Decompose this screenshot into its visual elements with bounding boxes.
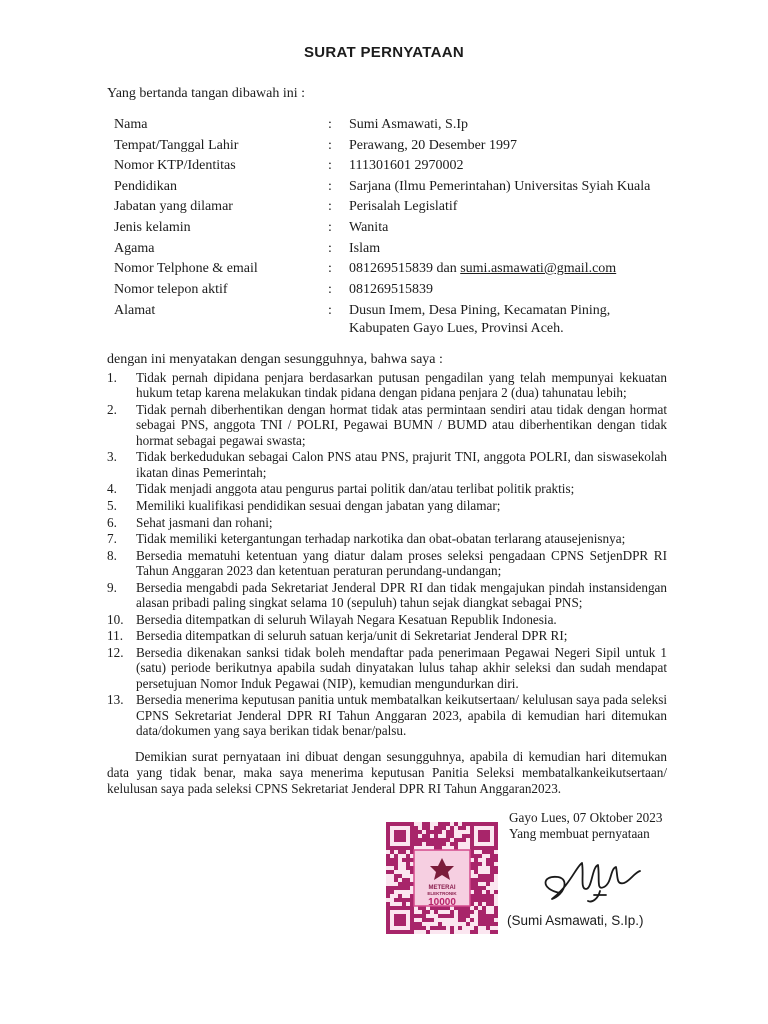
list-text: Bersedia dikenakan sanksi tidak boleh mendaftar pada penerimaan Pegawai Negeri Sipil untuk 1 (satu) periode berikutnya apabila sudah dinyatakan lulus tahap akhir seleksi dan sudah mendapat persetujuan Nomor Induk Pegawai (NIP), kemudian mengundurkan diri.: [136, 644, 667, 691]
list-number: 11.: [107, 628, 123, 644]
info-value: Islam: [349, 240, 381, 256]
info-colon: :: [328, 261, 332, 277]
list-item: [107, 402, 667, 448]
sign-role: Yang membuat pernyataan: [509, 826, 650, 841]
document-title: SURAT PERNYATAAN: [303, 44, 465, 61]
intro-text: Yang bertanda tangan dibawah ini :: [107, 86, 306, 101]
stamp-value: 10000: [428, 897, 456, 908]
list-item: [107, 692, 667, 738]
info-colon: :: [328, 240, 332, 256]
list-number: 6.: [107, 514, 117, 530]
stamp-label-1: METERAI: [428, 885, 456, 891]
list-text: Tidak menjadi anggota atau pengurus partai politik dan/atau terlibat politik praktis;: [136, 481, 575, 497]
info-colon: :: [328, 219, 332, 235]
list-text: Tidak memiliki ketergantungan terhadap narkotika dan obat-obatan terlarang atausejenisnya;: [136, 531, 626, 547]
meterai-stamp-icon: [386, 822, 498, 934]
info-colon: :: [328, 303, 332, 319]
personal-info-table: [114, 115, 674, 338]
info-value: [349, 259, 674, 280]
info-value: 081269515839: [349, 281, 433, 297]
info-label: Alamat: [114, 303, 156, 319]
info-value: Sumi Asmawati, S.Ip: [349, 117, 469, 132]
list-number: 13.: [107, 692, 124, 708]
info-value: Wanita: [349, 219, 389, 235]
info-label: Jabatan yang dilamar: [114, 199, 233, 215]
info-label: Nomor KTP/Identitas: [114, 158, 236, 174]
info-row-id: [114, 156, 674, 177]
list-text: Memiliki kualifikasi pendidikan sesuai dengan jabatan yang dilamar;: [136, 498, 501, 513]
info-value: Perisalah Legislatif: [349, 199, 458, 215]
info-label: Pendidikan: [114, 178, 177, 194]
sign-place-date: Gayo Lues, 07 Oktober 2023: [509, 810, 663, 825]
info-colon: :: [328, 199, 332, 215]
list-item: [107, 580, 667, 611]
info-colon: :: [328, 137, 332, 153]
info-colon: :: [328, 117, 332, 132]
list-number: 1.: [107, 370, 117, 385]
list-number: 12.: [107, 644, 124, 660]
info-colon: :: [328, 281, 332, 297]
info-row-birth: [114, 136, 674, 157]
address-line-1: Dusun Imem, Desa Pining, Kecamatan Pining,: [349, 303, 611, 319]
list-number: 9.: [107, 579, 117, 595]
info-label: Tempat/Tanggal Lahir: [114, 137, 239, 153]
list-item: [107, 645, 667, 691]
list-text: Bersedia mengabdi pada Sekretariat Jenderal DPR RI dan tidak mengajukan pindah instansidengan alasan pribadi paling singkat selama 10 (sepuluh) tahun sejak diangkat sebagai PNS;: [136, 579, 667, 611]
list-item: [107, 612, 667, 627]
statement-list: [107, 370, 667, 740]
address-value: [349, 302, 674, 338]
list-item: [107, 628, 667, 643]
info-label: Agama: [114, 240, 155, 256]
sign-name: (Sumi Asmawati, S.Ip.): [507, 913, 644, 928]
phone-text: 081269515839 dan: [349, 261, 461, 277]
list-number: 2.: [107, 402, 117, 417]
statement-intro: dengan ini menyatakan dengan sesungguhnya, bahwa saya :: [107, 352, 443, 367]
info-label: Jenis kelamin: [114, 219, 191, 235]
list-item: [107, 548, 667, 579]
list-item: [107, 498, 667, 513]
info-row-gender: [114, 218, 674, 239]
closing-paragraph: Demikian surat pernyataan ini dibuat dengan sesungguhnya, apabila di kemudian hari ditemukan data yang tidak benar, maka saya menerima keputusan Panitia Seleksi membatalkankeikutsertaan/ kelulusan saya pada seleksi CPNS Sekretariat Jenderal DPR RI Tahun Anggaran2023.: [107, 749, 667, 796]
stamp-label-2: ELEKTRONIK: [427, 891, 457, 896]
info-row-address: [114, 302, 674, 338]
list-text: Sehat jasmani dan rohani;: [136, 514, 273, 530]
info-row-active-phone: [114, 280, 674, 301]
list-number: 8.: [107, 547, 117, 563]
list-item: [107, 531, 667, 546]
list-text: Bersedia ditempatkan di seluruh Wilayah Negara Kesatuan Republik Indonesia.: [136, 611, 557, 627]
list-number: 3.: [107, 449, 117, 465]
info-row-position: [114, 197, 674, 218]
info-label: Nomor Telphone & email: [114, 261, 258, 277]
list-text: Bersedia ditempatkan di seluruh satuan kerja/unit di Sekretariat Jenderal DPR RI;: [136, 628, 568, 644]
list-text: Bersedia mematuhi ketentuan yang diatur dalam proses seleksi pengadaan CPNS SetjenDPR RI Tahun Anggaran 2023 dan ketentuan peraturan perundang-undangan;: [136, 547, 667, 579]
info-row-name: [114, 115, 674, 136]
info-row-education: [114, 177, 674, 198]
info-colon: :: [328, 178, 332, 194]
signature-icon: [530, 845, 660, 915]
list-text: Tidak pernah dipidana penjara berdasarkan putusan pengadilan yang telah mempunyai kekuatan hukum tetap karena melakukan tindak pidana dengan pidana penjara 2 (dua) tahunatau lebih;: [136, 370, 667, 401]
info-value: Sarjana (Ilmu Pemerintahan) Universitas Syiah Kuala: [349, 178, 651, 194]
list-text: Tidak pernah diberhentikan dengan hormat tidak atas permintaan sendiri atau tidak dengan hormat sebagai PNS, anggota TNI / POLRI, Pegawai BUMN / BUMD atau diberhentikan dengan tidak hormat sebagai pegawai swasta;: [136, 402, 667, 448]
list-item: [107, 370, 667, 401]
info-label: Nomor telepon aktif: [114, 281, 228, 297]
info-value: Perawang, 20 Desember 1997: [349, 137, 517, 153]
info-row-contact: [114, 259, 674, 280]
email-link[interactable]: sumi.asmawati@gmail.com: [460, 261, 617, 277]
list-text: Bersedia menerima keputusan panitia untuk membatalkan keikutsertaan/ kelulusan saya pada seleksi CPNS Sekretariat Jenderal DPR RI Tahun Anggaran 2023, apabila di kemudian hari ditemukan data/dokumen yang saya berikan tidak benar/palsu.: [136, 692, 667, 739]
info-label: Nama: [114, 117, 148, 132]
list-number: 10.: [107, 611, 124, 627]
list-number: 4.: [107, 481, 117, 497]
list-number: 5.: [107, 498, 117, 513]
address-line-2: Kabupaten Gayo Lues, Provinsi Aceh.: [349, 321, 564, 337]
list-number: 7.: [107, 531, 117, 547]
info-row-religion: [114, 239, 674, 260]
list-item: [107, 449, 667, 480]
info-value: 111301601 2970002: [349, 158, 464, 174]
list-text: Tidak berkedudukan sebagai Calon PNS atau PNS, prajurit TNI, anggota POLRI, dan siswasekolah ikatan dinas Pemerintah;: [136, 449, 667, 480]
info-colon: :: [328, 158, 332, 174]
list-item: [107, 481, 667, 496]
list-item: [107, 515, 667, 530]
